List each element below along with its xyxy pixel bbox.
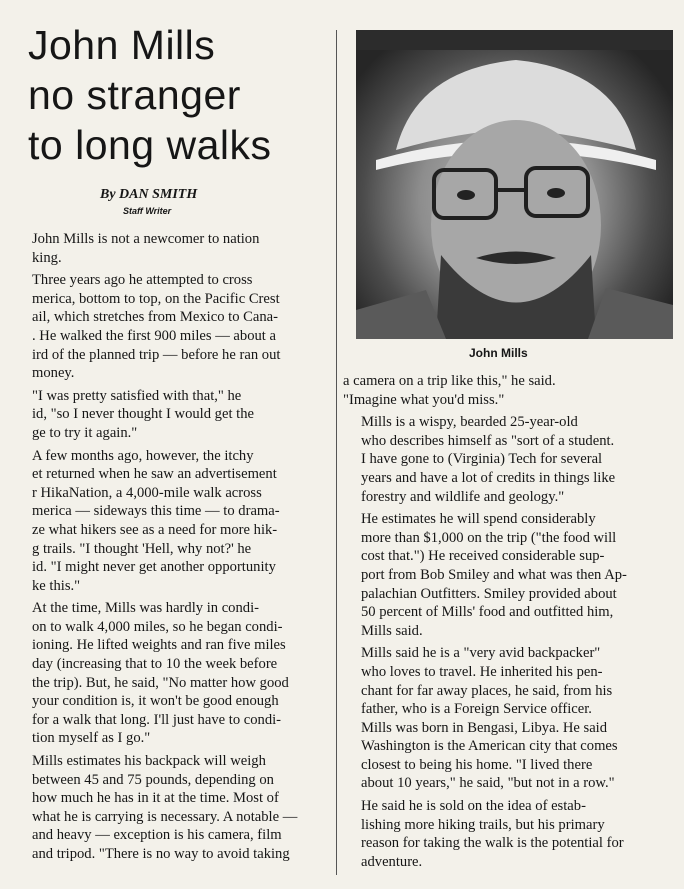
text-line: Mills is a wispy, bearded 25-year-old xyxy=(361,414,578,431)
text-line: who describes himself as "sort of a student. xyxy=(361,432,615,449)
headline-line: John Mills xyxy=(28,22,216,68)
text-line: . He walked the first 900 miles — about a xyxy=(32,327,276,344)
byline-role: Staff Writer xyxy=(123,206,172,216)
text-line: ze what hikers see as a need for more hik- xyxy=(32,521,278,538)
text-line: reason for taking the walk is the potential for xyxy=(361,835,624,852)
text-line: ke this." xyxy=(32,577,81,594)
text-line: merica — sideways this time — to drama- xyxy=(32,503,280,520)
text-line: adventure. xyxy=(361,853,423,870)
headline xyxy=(28,20,328,170)
text-line: g trails. "I thought 'Hell, why not?' he xyxy=(32,540,252,557)
paragraph xyxy=(14,387,326,443)
paragraph xyxy=(343,510,673,640)
text-line: Three years ago he attempted to cross xyxy=(32,272,253,289)
text-line: years and have a lot of credits in things like xyxy=(361,469,616,486)
paragraph xyxy=(14,271,326,383)
text-line: lishing more hiking trails, but his primary xyxy=(361,816,605,833)
paragraph xyxy=(343,413,673,506)
portrait-illustration xyxy=(356,30,673,339)
text-line: Mills said he is a "very avid backpacker" xyxy=(361,645,601,662)
headline-line: no stranger xyxy=(28,72,241,118)
text-line: "Imagine what you'd miss." xyxy=(343,391,505,408)
column-divider xyxy=(336,30,337,875)
paragraph xyxy=(14,230,326,267)
text-line: who loves to travel. He inherited his pen- xyxy=(361,663,603,680)
left-column xyxy=(0,0,330,889)
portrait-photo xyxy=(356,30,673,339)
paragraph xyxy=(343,644,673,793)
text-line: Mills estimates his backpack will weigh xyxy=(32,753,266,770)
paragraph xyxy=(343,797,673,871)
text-line: merica, bottom to top, on the Pacific Crest xyxy=(32,290,280,307)
text-line: id, "so I never thought I would get the xyxy=(32,406,254,423)
text-line: tion myself as I go." xyxy=(32,730,151,747)
text-line: and heavy — exception is his camera, film xyxy=(32,827,282,844)
text-line: He estimates he will spend considerably xyxy=(361,511,596,528)
text-line: ail, which stretches from Mexico to Cana- xyxy=(32,309,278,326)
text-line: ge to try it again." xyxy=(32,424,138,441)
text-line: money. xyxy=(32,365,75,382)
text-line: A few months ago, however, the itchy xyxy=(32,447,254,464)
text-line: king. xyxy=(32,249,62,266)
text-line: closest to being his home. "I lived there xyxy=(361,756,593,773)
text-line: a camera on a trip like this," he said. xyxy=(343,373,556,389)
text-line: cost that.") He received considerable sup- xyxy=(361,548,605,565)
photo-caption: John Mills xyxy=(469,346,528,360)
text-line: I have gone to (Virginia) Tech for several xyxy=(361,451,603,468)
text-line: ioning. He lifted weights and ran five miles xyxy=(32,637,286,654)
text-line: the trip). But, he said, "No matter how good xyxy=(32,674,289,691)
paragraph xyxy=(14,599,326,748)
text-line: what he is carrying is necessary. A notable — xyxy=(32,808,298,825)
text-line: between 45 and 75 pounds, depending on xyxy=(32,771,274,788)
text-line: how much he has in it at the time. Most of xyxy=(32,790,279,807)
text-line: 50 percent of Mills' food and outfitted him, xyxy=(361,604,614,621)
article-body-right xyxy=(343,372,673,875)
headline-line: to long walks xyxy=(28,122,272,168)
text-line: John Mills is not a newcomer to nation xyxy=(32,231,260,247)
text-line: At the time, Mills was hardly in condi- xyxy=(32,600,259,617)
text-line: forestry and wildlife and geology." xyxy=(361,488,565,505)
text-line: father, who is a Foreign Service officer. xyxy=(361,701,592,718)
text-line: r HikaNation, a 4,000-mile walk across xyxy=(32,484,262,501)
text-line: Washington is the American city that comes xyxy=(361,738,618,755)
text-line: He said he is sold on the idea of estab- xyxy=(361,798,586,815)
text-line: "I was pretty satisfied with that," he xyxy=(32,387,242,404)
text-line: about 10 years," he said, "but not in a row." xyxy=(361,775,615,792)
text-line: palachian Outfitters. Smiley provided about xyxy=(361,585,617,602)
text-line: port from Bob Smiley and what was then Ap- xyxy=(361,566,627,583)
article-body-left xyxy=(14,230,326,868)
paragraph xyxy=(14,752,326,864)
text-line: Mills was born in Bengasi, Libya. He said xyxy=(361,719,608,736)
text-line: ird of the planned trip — before he ran out xyxy=(32,346,281,363)
text-line: id. "I might never get another opportunity xyxy=(32,559,276,576)
text-line: on to walk 4,000 miles, so he began condi- xyxy=(32,618,283,635)
text-line: and tripod. "There is no way to avoid taking xyxy=(32,846,290,862)
paragraph xyxy=(14,447,326,596)
text-line: for a walk that long. I'll just have to condi- xyxy=(32,711,282,728)
text-line: et returned when he saw an advertisement xyxy=(32,466,277,483)
byline: By DAN SMITH xyxy=(100,187,198,202)
text-line: chant for far away places, he said, from his xyxy=(361,682,613,699)
text-line: more than $1,000 on the trip ("the food will xyxy=(361,529,617,546)
paragraph xyxy=(343,372,673,409)
text-line: Mills said. xyxy=(361,622,423,639)
text-line: your condition is, it won't be good enough xyxy=(32,693,279,710)
text-line: day (increasing that to 10 the week before xyxy=(32,656,278,673)
